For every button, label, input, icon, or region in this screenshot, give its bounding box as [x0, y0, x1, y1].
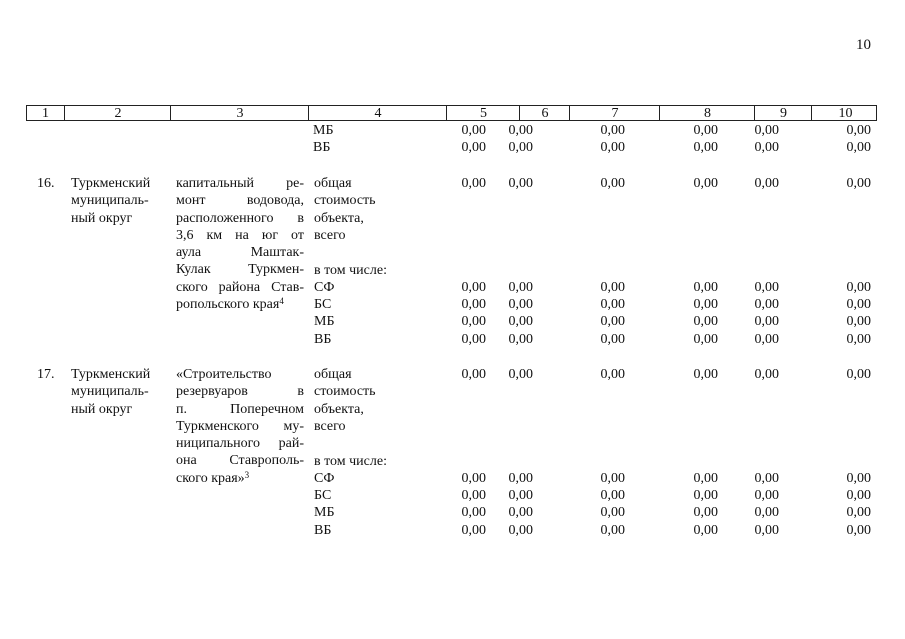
value-cell: 0,00 [754, 522, 779, 538]
header-col-2: 2 [64, 106, 171, 120]
value-cell: 0,00 [846, 505, 871, 521]
value-cell: 0,00 [846, 297, 871, 313]
value-cell: 0,00 [693, 505, 718, 521]
total-value: 0,00 [754, 176, 779, 191]
value-cell: 0,00 [600, 314, 625, 330]
header-col-10: 10 [811, 106, 879, 120]
value-cell: 0,00 [754, 140, 779, 156]
value-cell: 0,00 [600, 297, 625, 313]
value-cell: 0,00 [846, 522, 871, 538]
total-label: всего [314, 227, 346, 243]
total-label: стоимость [314, 384, 376, 400]
value-cell: 0,00 [508, 140, 533, 156]
total-label: объекта, [314, 210, 364, 226]
value-cell: 0,00 [754, 470, 779, 486]
total-value: 0,00 [461, 176, 486, 191]
value-cell: 0,00 [846, 123, 871, 138]
total-label: стоимость [314, 193, 376, 209]
fund-label: СФ [314, 470, 335, 486]
object-description-line: она Ставрополь- [176, 453, 304, 469]
fund-label: МБ [313, 123, 334, 138]
header-col-4: 4 [308, 106, 447, 120]
total-value: 0,00 [508, 367, 533, 382]
value-cell: 0,00 [693, 488, 718, 504]
header-col-5: 5 [446, 106, 520, 120]
object-description-line: п. Поперечном [176, 401, 304, 417]
object-description-line: ропольского края [176, 297, 280, 313]
header-col-8: 8 [659, 106, 755, 120]
including-label: в том числе: [314, 262, 387, 278]
object-description-line: капитальный ре- [176, 176, 304, 191]
value-cell: 0,00 [461, 123, 486, 138]
row-number: 17. [37, 367, 55, 382]
total-value: 0,00 [461, 367, 486, 382]
fund-label: БС [314, 297, 332, 313]
total-value: 0,00 [693, 367, 718, 382]
value-cell: 0,00 [508, 314, 533, 330]
value-cell: 0,00 [693, 279, 718, 295]
value-cell: 0,00 [461, 314, 486, 330]
value-cell: 0,00 [754, 314, 779, 330]
object-description-line: Кулак Туркмен- [176, 262, 304, 278]
fund-label: СФ [314, 279, 335, 295]
value-cell: 0,00 [754, 279, 779, 295]
value-cell: 0,00 [754, 331, 779, 347]
total-label: общая [314, 367, 352, 382]
fund-label: ВБ [314, 331, 332, 347]
value-cell: 0,00 [846, 314, 871, 330]
value-cell: 0,00 [508, 470, 533, 486]
total-label: всего [314, 418, 346, 434]
value-cell: 0,00 [461, 505, 486, 521]
fund-label: МБ [314, 505, 335, 521]
value-cell: 0,00 [693, 297, 718, 313]
object-description-line: «Строительство [176, 367, 272, 382]
total-label: объекта, [314, 401, 364, 417]
value-cell: 0,00 [600, 331, 625, 347]
object-description [176, 175, 304, 313]
value-cell: 0,00 [461, 470, 486, 486]
value-cell: 0,00 [508, 279, 533, 295]
value-cell: 0,00 [461, 331, 486, 347]
district-name: ный округ [71, 210, 133, 226]
value-cell: 0,00 [600, 488, 625, 504]
object-description-line: монт водовода, [176, 193, 304, 209]
total-value: 0,00 [693, 176, 718, 191]
object-description-line: 3,6 км на юг от [176, 227, 304, 243]
value-cell: 0,00 [508, 488, 533, 504]
value-cell: 0,00 [754, 297, 779, 313]
value-cell: 0,00 [461, 140, 486, 156]
total-value: 0,00 [846, 367, 871, 382]
header-col-9: 9 [754, 106, 812, 120]
value-cell: 0,00 [693, 331, 718, 347]
value-cell: 0,00 [846, 279, 871, 295]
value-cell: 0,00 [846, 488, 871, 504]
value-cell: 0,00 [693, 470, 718, 486]
value-cell: 0,00 [693, 314, 718, 330]
value-cell: 0,00 [508, 331, 533, 347]
value-cell: 0,00 [461, 279, 486, 295]
value-cell: 0,00 [754, 505, 779, 521]
total-value: 0,00 [846, 176, 871, 191]
value-cell: 0,00 [693, 123, 718, 138]
fund-label: МБ [314, 314, 335, 330]
value-cell: 0,00 [846, 140, 871, 156]
value-cell: 0,00 [754, 488, 779, 504]
footnote-marker: 3 [244, 469, 250, 480]
fund-label: БС [314, 488, 332, 504]
value-cell: 0,00 [508, 297, 533, 313]
value-cell: 0,00 [600, 279, 625, 295]
total-value: 0,00 [600, 367, 625, 382]
object-description-line: резервуаров в [176, 384, 304, 400]
value-cell: 0,00 [600, 505, 625, 521]
page-number: 10 [856, 37, 871, 53]
value-cell: 0,00 [508, 123, 533, 138]
total-value: 0,00 [508, 176, 533, 191]
object-description-line: ского района Став- [176, 279, 304, 295]
object-description-line: ского края» [176, 470, 245, 486]
object-description-line: ниципального рай- [176, 436, 304, 452]
value-cell: 0,00 [600, 522, 625, 538]
footnote-marker: 4 [279, 296, 284, 307]
district-name: ный округ [71, 401, 133, 417]
header-col-3: 3 [170, 106, 309, 120]
value-cell: 0,00 [600, 123, 625, 138]
value-cell: 0,00 [693, 140, 718, 156]
fund-label: ВБ [314, 522, 332, 538]
header-col-7: 7 [569, 106, 660, 120]
value-cell: 0,00 [754, 123, 779, 138]
value-cell: 0,00 [600, 470, 625, 486]
object-description-line: аула Маштак- [176, 245, 304, 261]
including-label: в том числе: [314, 453, 387, 469]
value-cell: 0,00 [846, 331, 871, 347]
district-name: Туркменский [71, 367, 151, 382]
value-cell: 0,00 [846, 470, 871, 486]
fund-label: ВБ [313, 140, 331, 156]
value-cell: 0,00 [508, 522, 533, 538]
table-header [26, 105, 877, 121]
total-value: 0,00 [600, 176, 625, 191]
total-value: 0,00 [754, 367, 779, 382]
object-description [176, 366, 304, 487]
value-cell: 0,00 [600, 140, 625, 156]
object-description-line: расположенного в [176, 210, 304, 226]
district-name: муниципаль- [71, 193, 149, 209]
value-cell: 0,00 [461, 522, 486, 538]
value-cell: 0,00 [693, 522, 718, 538]
header-col-6: 6 [519, 106, 570, 120]
value-cell: 0,00 [461, 488, 486, 504]
object-description-line: Туркменского му- [176, 418, 304, 434]
value-cell: 0,00 [461, 297, 486, 313]
total-label: общая [314, 176, 352, 191]
district-name: Туркменский [71, 176, 151, 191]
value-cell: 0,00 [508, 505, 533, 521]
district-name: муниципаль- [71, 384, 149, 400]
row-number: 16. [37, 176, 55, 191]
header-col-1: 1 [42, 106, 49, 121]
